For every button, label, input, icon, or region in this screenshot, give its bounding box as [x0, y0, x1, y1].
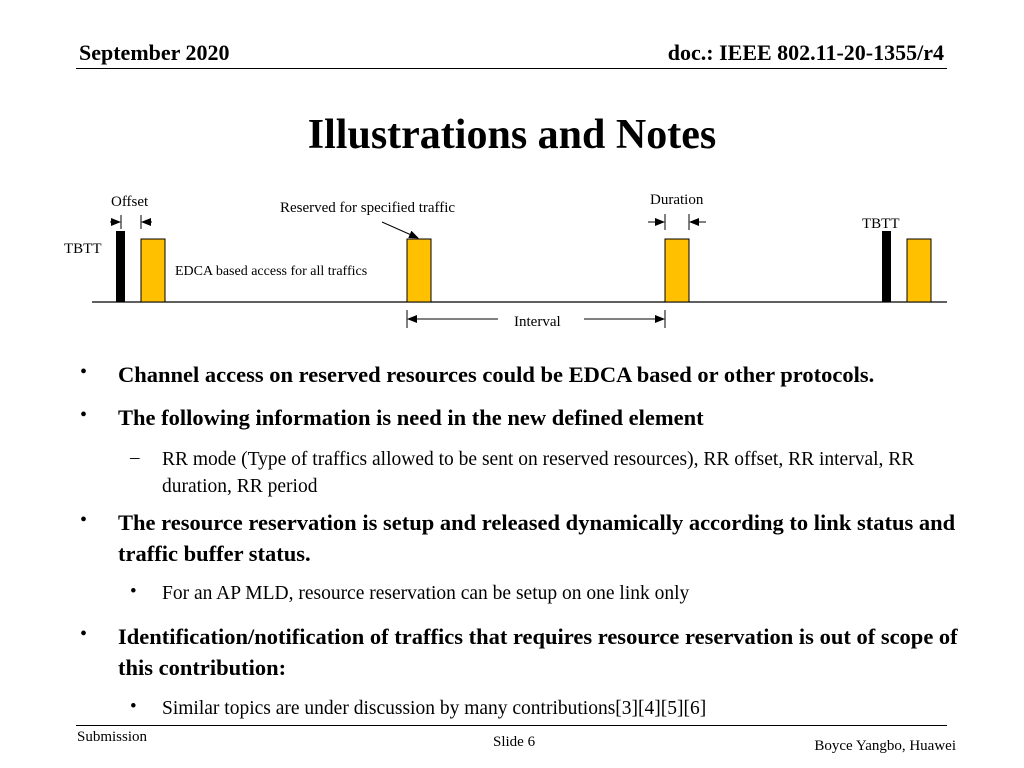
bullet-marker: • [80, 509, 88, 531]
duration-label: Duration [650, 192, 704, 208]
slide-title: Illustrations and Notes [307, 112, 717, 158]
reserved-slot-3 [665, 239, 689, 302]
offset-label: Offset [111, 194, 149, 210]
tbtt-label-left: TBTT [64, 241, 102, 257]
header-doc-id: doc.: IEEE 802.11-20-1355/r4 [667, 40, 944, 65]
bullet-3-text: The resource reservation is setup and released dynamically according to link status and traffic buffer status. [118, 510, 956, 566]
tbtt-label-right: TBTT [862, 216, 900, 232]
footer-submission: Submission [77, 729, 148, 745]
tbtt-beacon-left [116, 231, 125, 302]
bullet-4-text: Identification/notification of traffics that requires resource reservation is out of scope of this contribution: [118, 624, 958, 680]
reserved-pointer [382, 222, 418, 238]
reserved-label: Reserved for specified traffic [280, 200, 456, 216]
bullet-1-text: Channel access on reserved resources could be EDCA based or other protocols. [118, 362, 875, 387]
bullet-marker: • [80, 404, 88, 426]
reserved-slot-2 [407, 239, 431, 302]
sub-bullet-similar-topics-text: Similar topics are under discussion by many contributions[3][4][5][6] [162, 698, 707, 719]
sub-bullet-marker: • [130, 696, 137, 717]
reserved-slot-4 [907, 239, 931, 302]
reserved-slot-1 [141, 239, 165, 302]
footer-slide-number: Slide 6 [493, 734, 536, 750]
edca-label: EDCA based access for all traffics [175, 264, 368, 279]
bullet-marker: • [80, 623, 88, 645]
sub-bullet-rr-fields-text: RR mode (Type of traffics allowed to be sent on reserved resources), RR offset, RR interval, RR duration, RR period [162, 449, 915, 497]
footer-divider [76, 725, 947, 726]
bullet-marker: • [80, 361, 88, 383]
sub-bullet-ap-mld-text: For an AP MLD, resource reservation can be setup on one link only [162, 583, 690, 604]
tbtt-beacon-right [882, 231, 891, 302]
interval-label: Interval [514, 314, 561, 330]
sub-bullet-marker: – [130, 447, 140, 468]
footer-author: Boyce Yangbo, Huawei [814, 738, 956, 754]
bullet-2-text: The following information is need in the new defined element [118, 405, 704, 430]
header-date: September 2020 [79, 40, 230, 65]
sub-bullet-marker: • [130, 581, 137, 602]
